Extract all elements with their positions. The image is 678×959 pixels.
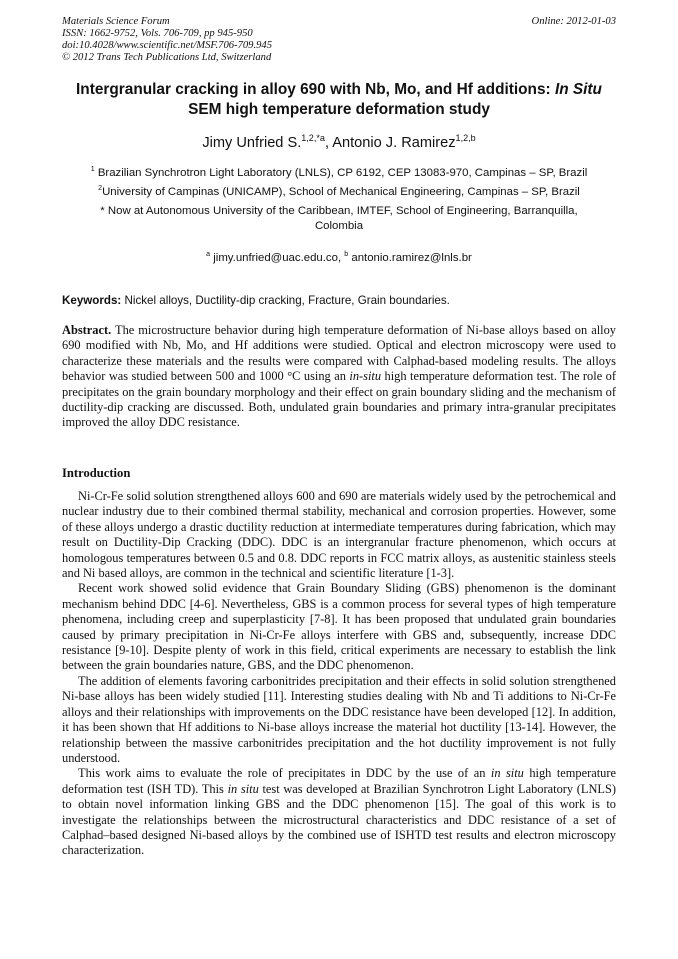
paper-title	[40, 80, 638, 120]
affiliation-1-mark: 1	[90, 166, 95, 174]
intro-paragraph-3: The addition of elements favoring carbonitrides precipitation and their effects in solid solution strengthened Ni-base alloys has been widely studied [11]. Interesting studies dealing with Nb and Ti additions to Ni-Cr-Fe alloys and their relationships with improvements on the DDC resistance have been developed [12]. In addition, it has been shown that Hf additions to Ni-base alloys increase the material hot ductility [13-14]. However, the relationship between the massive carbonitrides precipitation and the hot ductility improvement is not fully understood.	[62, 673, 616, 765]
issn-line: ISSN: 1662-9752, Vols. 706-709, pp 945-950	[62, 28, 253, 39]
intro-paragraph-2: Recent work showed solid evidence that Grain Boundary Sliding (GBS) phenomenon is the dominant mechanism behind DDC [4-6]. Nevertheless, GBS is a common process for several types of high temperature phenomena, including creep and superplasticity [7-8]. It has been proposed that undulated grain boundaries caused by primary precipitation in Ni-Cr-Fe alloys interfere with GBS and, subsequently, increase DDC resistance [9-10]. Despite plenty of work in this field, critical experiments are necessary to establish the link between the grain boundaries nature, GBS, and the DDC phenomenon.	[62, 581, 616, 673]
abstract-paragraph	[62, 323, 616, 431]
online-date: Online: 2012-01-03	[531, 16, 616, 27]
email-a: jimy.unfried@uac.edu.co,	[210, 252, 345, 264]
affiliation-2-text: University of Campinas (UNICAMP), School of Mechanical Engineering, Campinas – SP, Brazil	[102, 186, 580, 198]
keywords-text: Nickel alloys, Ductility-dip cracking, Fracture, Grain boundaries.	[121, 294, 450, 307]
abstract-text-1: The microstructure behavior during high temperature deformation of Ni-base alloys based on alloy 690 modified with Nb, Mo, and Hf additions were studied. Optical and electron microscopy were used to characterize these materials and the results were compared with Calphad-based modeling results. The alloys behavior was studied between 500 and 1000 °C using an	[62, 323, 616, 384]
abstract	[62, 323, 616, 431]
title-italic: In Situ	[554, 81, 602, 98]
abstract-italic: in-situ	[349, 369, 382, 384]
introduction-heading: Introduction	[62, 466, 131, 480]
keywords-label: Keywords:	[62, 294, 122, 307]
abstract-label: Abstract.	[62, 323, 112, 337]
author-2-affil: 1,2,b	[455, 133, 476, 144]
introduction-body	[62, 489, 616, 859]
copyright-line: © 2012 Trans Tech Publications Ltd, Switzerland	[62, 52, 272, 63]
affiliation-3: * Now at Autonomous University of the Caribbean, IMTEF, School of Engineering, Barranquilla, Colombia	[100, 205, 578, 232]
affiliation-2-mark: 2	[98, 185, 103, 193]
title-line2: SEM high temperature deformation study	[188, 101, 490, 118]
author-2-name: , Antonio J. Ramirez	[324, 135, 456, 151]
abstract-text-2: high temperature deformation test. The role of precipitates on the grain boundary morphology and their effect on grain boundary sliding and the mechanism of ductility-dip cracking are discussed. Both, undulated grain boundaries and primary intra-granular precipitates improved the alloy DDC resistance.	[62, 369, 616, 430]
doi-line: doi:10.4028/www.scientific.net/MSF.706-709.945	[62, 40, 272, 51]
intro-p4-italic-2: in situ	[227, 781, 259, 796]
email-a-mark: a	[206, 251, 211, 259]
journal-name: Materials Science Forum	[62, 16, 170, 27]
intro-paragraph-1: Ni-Cr-Fe solid solution strengthened alloys 600 and 690 are materials widely used by the petrochemical and nuclear industry due to their combined thermal stability, mechanical and corrosion properties. However, some of these alloys undergo a drastic ductility reduction at intermediate temperatures during fabrication, which may result on Ductility-Dip Cracking (DDC). DDC is an intergranular fracture phenomenon, which occurs at homologous temperatures between 0.5 and 0.8. DDC reports in FCC matrix alloys, as austenitic stainless steels and Ni based alloys, are common in the technical and scientific literature [1-3].	[62, 489, 616, 581]
email-b: antonio.ramirez@lnls.br	[348, 252, 472, 264]
title-main: Intergranular cracking in alloy 690 with Nb, Mo, and Hf additions:	[76, 81, 555, 98]
author-1-affil: 1,2,*	[301, 133, 320, 144]
email-line	[62, 251, 616, 266]
affiliation-2	[62, 185, 616, 200]
affiliation-1-text: Brazilian Synchrotron Light Laboratory (LNLS), CP 6192, CEP 13083-970, Campinas – SP, Brazil	[94, 167, 588, 179]
intro-p4-text-c: test was developed at Brazilian Synchrotron Light Laboratory (LNLS) to obtain novel information linking GBS and the DDC phenomenon [15]. The goal of this work is to investigate the relationships between the microstructural characteristics and DDC resistance of a set of Calphad–based designed Ni-based alloys by the combined use of ISHTD test results and electron microscopy characterization.	[62, 781, 616, 858]
author-list	[40, 135, 638, 151]
author-1-email-mark: a	[319, 133, 325, 144]
author-1-name: Jimy Unfried S.	[202, 135, 302, 151]
intro-p4-text-b: high temperature deformation test (ISH TD). This	[62, 766, 617, 796]
intro-paragraph-4	[62, 766, 616, 858]
intro-p4-italic-1: in situ	[490, 766, 524, 781]
journal-header	[62, 16, 272, 64]
intro-p4-text-a: This work aims to evaluate the role of precipitates in DDC by the use of an	[78, 766, 491, 781]
email-b-mark: b	[344, 251, 349, 259]
affiliation-1	[62, 166, 616, 181]
keywords	[62, 294, 616, 307]
